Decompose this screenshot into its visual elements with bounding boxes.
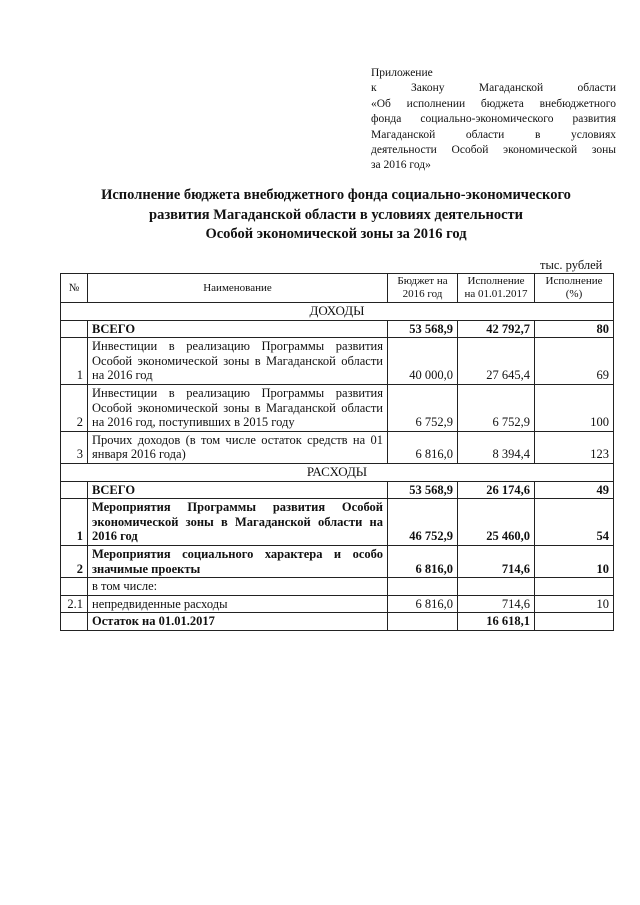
cell-budget: 6 816,0	[388, 545, 458, 577]
appendix-line: за 2016 год»	[371, 159, 431, 172]
table-row	[61, 499, 614, 546]
cell-name: Остаток на 01.01.2017	[88, 613, 388, 631]
budget-table	[60, 273, 614, 631]
cell-name: в том числе:	[88, 578, 388, 596]
cell-name: непредвиденные расходы	[88, 595, 388, 613]
cell-num: 2.1	[61, 595, 88, 613]
title-line: развития Магаданской области в условиях деятельности	[149, 206, 523, 223]
cell-budget: 6 816,0	[388, 431, 458, 463]
title-line: Исполнение бюджета внебюджетного фонда социально-экономического	[101, 187, 571, 203]
appendix-line: деятельности Особой экономической зоны	[371, 144, 616, 157]
cell-num: 1	[61, 338, 88, 385]
cell-budget: 53 568,9	[388, 481, 458, 499]
cell-percent: 49	[535, 481, 614, 499]
cell-percent: 123	[535, 431, 614, 463]
table-row	[61, 578, 614, 596]
table-row	[61, 384, 614, 431]
cell-percent: 54	[535, 499, 614, 546]
section-row-expense	[61, 463, 614, 481]
cell-percent	[535, 578, 614, 596]
cell-num	[61, 320, 88, 338]
section-row-income	[61, 303, 614, 321]
cell-percent: 69	[535, 338, 614, 385]
cell-percent: 80	[535, 320, 614, 338]
cell-budget: 6 816,0	[388, 595, 458, 613]
header-row	[61, 274, 614, 303]
cell-execution: 714,6	[458, 545, 535, 577]
header-execution: Исполнение на 01.01.2017	[458, 274, 535, 303]
balance-row	[61, 613, 614, 631]
table-row	[61, 338, 614, 385]
cell-execution: 16 618,1	[458, 613, 535, 631]
cell-name: ВСЕГО	[88, 481, 388, 499]
cell-num: 2	[61, 384, 88, 431]
cell-execution: 714,6	[458, 595, 535, 613]
appendix-line: фонда социально-экономического развития	[371, 113, 616, 126]
appendix-line: Приложение	[371, 67, 433, 79]
cell-percent	[535, 613, 614, 631]
appendix-note	[371, 66, 616, 174]
cell-execution: 42 792,7	[458, 320, 535, 338]
cell-num: 1	[61, 499, 88, 546]
cell-num	[61, 578, 88, 596]
table-row	[61, 595, 614, 613]
cell-name: ВСЕГО	[88, 320, 388, 338]
cell-percent: 10	[535, 595, 614, 613]
cell-name: Прочих доходов (в том числе остаток средств на 01 января 2016 года)	[88, 431, 388, 463]
cell-name: Инвестиции в реализацию Программы развития Особой экономической зоны в Магаданской области на 2016 год, поступивших в 2015 году	[88, 384, 388, 431]
header-percent: Исполнение (%)	[535, 274, 614, 303]
appendix-line: Магаданской области в условиях	[371, 128, 616, 141]
table-row	[61, 545, 614, 577]
cell-percent: 100	[535, 384, 614, 431]
cell-execution: 27 645,4	[458, 338, 535, 385]
cell-execution: 25 460,0	[458, 499, 535, 546]
cell-budget	[388, 578, 458, 596]
cell-name: Мероприятия Программы развития Особой экономической зоны в Магаданской области на 2016 год	[88, 499, 388, 546]
appendix-line: «Об исполнении бюджета внебюджетного	[371, 97, 616, 110]
units-label: тыс. рублей	[540, 258, 603, 272]
cell-execution	[458, 578, 535, 596]
cell-execution: 8 394,4	[458, 431, 535, 463]
cell-budget: 40 000,0	[388, 338, 458, 385]
cell-percent: 10	[535, 545, 614, 577]
expense-total-row	[61, 481, 614, 499]
cell-budget: 53 568,9	[388, 320, 458, 338]
cell-execution: 6 752,9	[458, 384, 535, 431]
cell-name: Мероприятия социального характера и особо значимые проекты	[88, 545, 388, 577]
section-title-income: ДОХОДЫ	[61, 303, 614, 321]
cell-budget: 46 752,9	[388, 499, 458, 546]
header-num: №	[61, 274, 88, 303]
document-title	[60, 186, 612, 245]
cell-num: 3	[61, 431, 88, 463]
table-row	[61, 431, 614, 463]
cell-name: Инвестиции в реализацию Программы развития Особой экономической зоны в Магаданской области на 2016 год	[88, 338, 388, 385]
cell-execution: 26 174,6	[458, 481, 535, 499]
title-line: Особой экономической зоны за 2016 год	[205, 226, 467, 242]
cell-budget: 6 752,9	[388, 384, 458, 431]
appendix-line: к Закону Магаданской области	[371, 82, 616, 95]
income-total-row	[61, 320, 614, 338]
cell-budget	[388, 613, 458, 631]
cell-num	[61, 613, 88, 631]
section-title-expense: РАСХОДЫ	[61, 463, 614, 481]
header-name: Наименование	[88, 274, 388, 303]
cell-num: 2	[61, 545, 88, 577]
cell-num	[61, 481, 88, 499]
header-budget: Бюджет на 2016 год	[388, 274, 458, 303]
